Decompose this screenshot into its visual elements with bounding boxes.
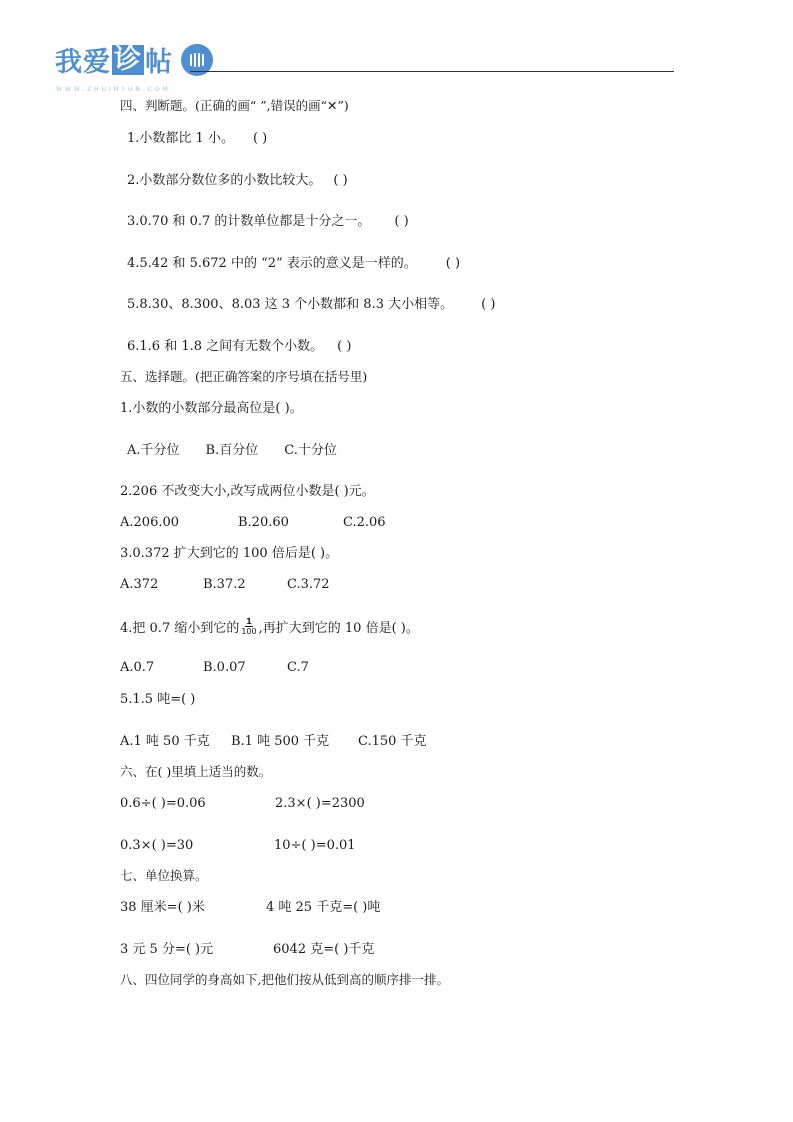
option-a[interactable]: A.1 吨 50 千克 xyxy=(120,734,210,749)
choice-q3: 3.0.372 扩大到它的 100 倍后是( )。 xyxy=(120,546,339,561)
option-b[interactable]: B.百分位 xyxy=(205,443,259,458)
convert-item[interactable]: 38 厘米=( )米 xyxy=(120,900,205,915)
judge-item-text: 5.8.30、8.300、8.03 这 3 个小数都和 8.3 大小相等。 xyxy=(127,297,454,312)
logo-subtitle: WWW.ZHUINYUN.COM xyxy=(56,86,171,93)
fill-item[interactable]: 10÷( )=0.01 xyxy=(274,838,356,853)
choice-q1-options xyxy=(127,443,337,459)
judge-item-4 xyxy=(127,256,460,272)
answer-blank[interactable]: ( ) xyxy=(333,173,348,188)
choice-q4 xyxy=(120,619,419,638)
choice-q4-text-after: ,再扩大到它的 10 倍是( )。 xyxy=(258,621,419,636)
option-c[interactable]: C.2.06 xyxy=(343,515,386,530)
option-b[interactable]: B.1 吨 500 千克 xyxy=(231,734,330,749)
header-divider xyxy=(190,71,674,72)
option-a[interactable]: A.372 xyxy=(120,577,159,592)
convert-item[interactable]: 3 元 5 分=( )元 xyxy=(120,942,214,957)
answer-blank[interactable]: ( ) xyxy=(394,214,409,229)
fill-row-2 xyxy=(120,838,356,854)
convert-row-1 xyxy=(120,900,380,916)
judge-item-text: 6.1.6 和 1.8 之间有无数个小数。 xyxy=(127,339,324,354)
option-c[interactable]: C.3.72 xyxy=(287,577,330,592)
choice-q5-options xyxy=(120,734,427,750)
judge-item-text: 4.5.42 和 5.672 中的 “2” 表示的意义是一样的。 xyxy=(127,256,417,271)
option-a[interactable]: A.0.7 xyxy=(120,660,155,675)
option-a[interactable]: A.千分位 xyxy=(127,443,180,458)
answer-blank[interactable]: ( ) xyxy=(445,256,461,271)
judge-item-5 xyxy=(127,297,495,313)
fraction xyxy=(240,617,257,636)
choice-q4-options xyxy=(120,660,309,676)
convert-item[interactable]: 6042 克=( )千克 xyxy=(273,942,375,957)
option-c[interactable]: C.150 千克 xyxy=(358,734,427,749)
logo-text-box: 诊 xyxy=(114,43,142,75)
fill-item[interactable]: 0.6÷( )=0.06 xyxy=(120,796,206,811)
option-b[interactable]: B.0.07 xyxy=(203,660,246,675)
option-b[interactable]: B.37.2 xyxy=(203,577,246,592)
fill-row-1 xyxy=(120,796,365,812)
judge-item-text: 3.0.70 和 0.7 的计数单位都是十分之一。 xyxy=(127,214,371,229)
judge-item-1 xyxy=(127,131,267,147)
choice-q5: 5.1.5 吨=( ) xyxy=(120,692,196,707)
book-icon xyxy=(188,52,206,68)
choice-q3-options xyxy=(120,577,330,593)
choice-q2-options xyxy=(120,515,386,531)
section6-title: 六、在( )里填上适当的数。 xyxy=(120,764,272,779)
fraction-denominator: 100 xyxy=(241,627,257,636)
section5-title: 五、选择题。(把正确答案的序号填在括号里) xyxy=(120,369,368,384)
choice-q4-text: 4.把 0.7 缩小到它的 xyxy=(120,621,240,636)
judge-item-text: 2.小数部分数位多的小数比较大。 xyxy=(127,173,322,188)
page-header xyxy=(0,0,793,100)
logo-text-part1: 我爱 xyxy=(55,47,111,78)
site-logo[interactable] xyxy=(55,40,213,79)
logo-text-part2: 帖 xyxy=(145,47,173,78)
fill-item[interactable]: 2.3×( )=2300 xyxy=(275,796,365,811)
option-b[interactable]: B.20.60 xyxy=(238,515,289,530)
answer-blank[interactable]: ( ) xyxy=(481,297,496,312)
logo-text xyxy=(55,40,173,79)
choice-q1: 1.小数的小数部分最高位是( )。 xyxy=(120,401,303,416)
option-c[interactable]: C.7 xyxy=(287,660,309,675)
section7-title: 七、单位换算。 xyxy=(120,868,208,883)
answer-blank[interactable]: ( ) xyxy=(337,339,352,354)
answer-blank[interactable]: ( ) xyxy=(252,131,268,146)
fill-item[interactable]: 0.3×( )=30 xyxy=(120,838,194,853)
convert-item[interactable]: 4 吨 25 千克=( )吨 xyxy=(266,900,381,915)
judge-item-2 xyxy=(127,173,348,189)
section4-title: 四、判断题。(正确的画“ ”,错误的画“✕”) xyxy=(120,98,349,113)
convert-row-2 xyxy=(120,942,374,958)
choice-q2: 2.206 不改变大小,改写成两位小数是( )元。 xyxy=(120,484,375,499)
option-c[interactable]: C.十分位 xyxy=(284,443,337,458)
judge-item-text: 1.小数都比 1 小。 xyxy=(127,131,234,146)
judge-item-6 xyxy=(127,339,351,355)
option-a[interactable]: A.206.00 xyxy=(120,515,180,530)
judge-item-3 xyxy=(127,214,409,230)
fraction-numerator: 1 xyxy=(246,617,252,626)
section8-title: 八、四位同学的身高如下,把他们按从低到高的顺序排一排。 xyxy=(120,972,449,987)
